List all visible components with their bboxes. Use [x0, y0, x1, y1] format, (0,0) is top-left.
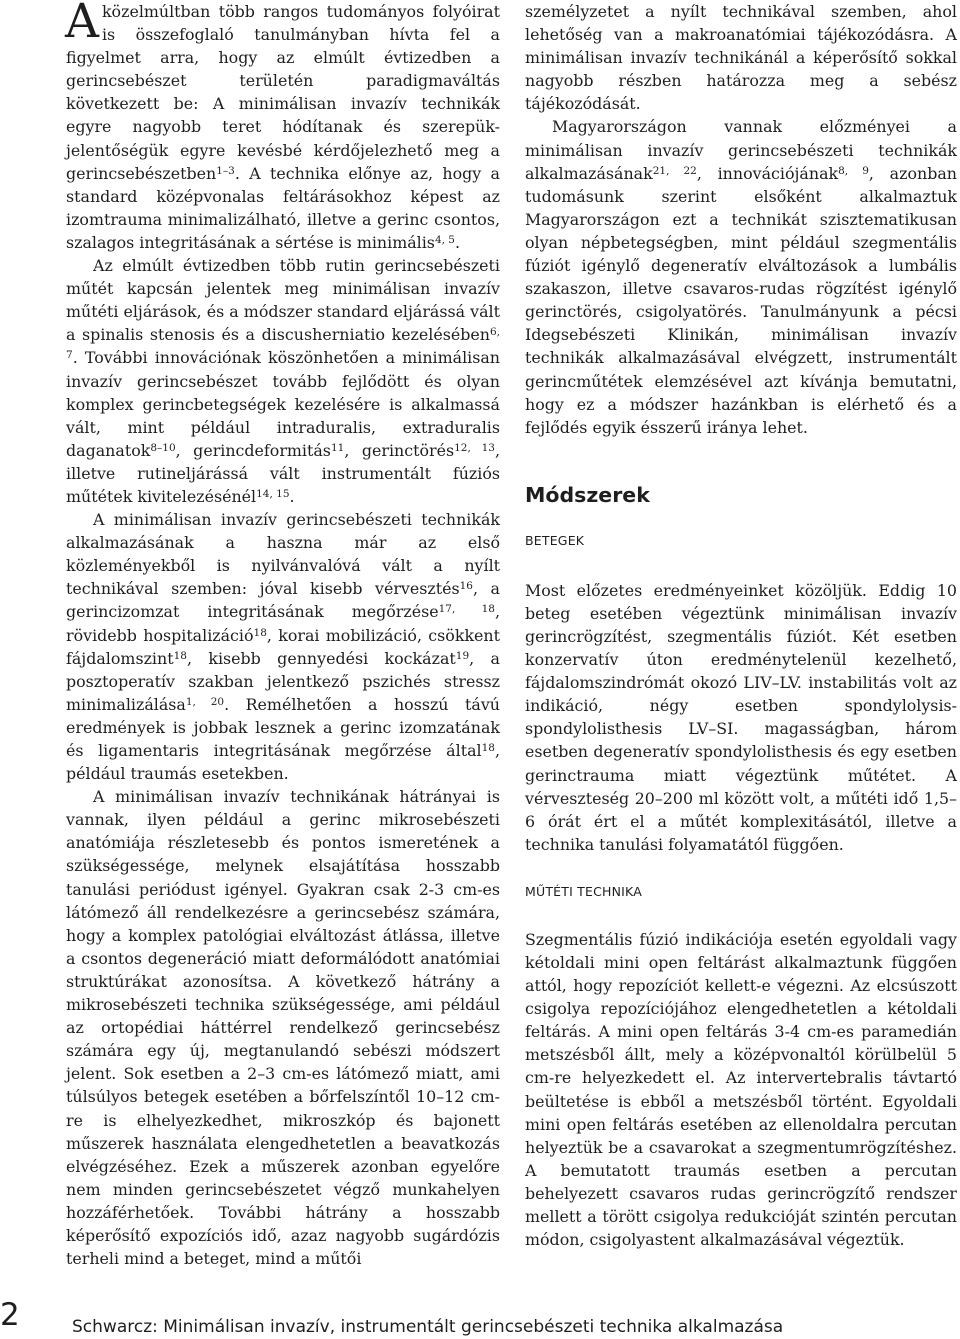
subheading-surgical-technique: MŰTÉTI TECHNIKA [525, 883, 642, 899]
left-column [66, 0, 500, 1270]
continued-paragraph: személyzetet a nyílt technikával szemben, ahol lehetőség van a makroanatómiai tájékozódásra. A minimálisan invazív technikánál a képerősítő sokkal nagyobb részben határozza meg a sebész tájékozódását. [525, 2, 957, 114]
citation-ref: 17, 18 [438, 603, 495, 616]
body-paragraph: Az elmúlt évtizedben több rutin gerincsebészeti műtét kapcsán jelentek meg minimálisan invazív műtéti eljárások, és a módszer standard eljárássá vált a spinalis stenosis és a discusherniatio kezelésében$^{6, 7}$. További innovációnak köszönhetően a minimálisan invazív gerincsebészet tovább fejlődött és olyan komplex gerincbetegségek kezelésére is alkalmassá vált, mint például intraduralis, extraduralis daganatok$^{8-10}$, gerincdeformitás$^{11}$, gerinctörés$^{12, 13}$, illetve rutineljárássá vált instrumentált fúziós műtétek kivitelezésénél$^{14, 15}$. [66, 256, 501, 506]
body-paragraph: Most előzetes eredményeinket közöljük. Eddig 10 beteg esetében végeztünk minimálisan invazív gerincrögzítést, szegmentális fúziót. Két esetben konzervatív úton eredménytelenül kezelhető, fájdalomszindrómát okozó LIV–LV. instabilitás volt az indikáció, négy esetben spondylolysis-spondylolisthesis LV–SI. magasságban, három esetben degeneratív spondylolisthesis és egy esetben gerinctrauma miatt végeztünk műtétet. A vérveszteség 20–200 ml között volt, a műtéti idő 1,5–6 órát ért el a műtét komplexitásától, illetve a technika tanulási folyamatától függően. [525, 580, 957, 854]
intro-paragraph: Aközelmúltban több rangos tudományos folyóirat is összefoglaló tanulmányban hívta fel a figyelmet arra, hogy az elmúlt évtizedben a gerincsebészet területén paradigmaváltás következett be: A minimálisan invazív technikák egyre nagyobb teret hódítanak és szerepük-jelentőségük egyre kevésbé kérdőjelezhető meg a gerincsebészetben$^{1-3}$. A technika előnye az, hogy a standard középvonalas feltárásokhoz képest az izomtrauma minimalizálható, illetve a gerinc csontos, szalagos integritásának a sértése is minimális$^{4, 5}$. [65, 0, 500, 252]
citation-ref: 6, 7 [66, 326, 500, 362]
citation-ref: 11 [330, 441, 345, 454]
body-paragraph: Szegmentális fúzió indikációja esetén egyoldali vagy kétoldali mini open feltárást alkalmaztunk függően attól, hogy repozíciót kellett-e végezni. Az elcsúszott csigolya repozíciójához elengedhetetlen a kétoldali feltárás. A mini open feltárás 3-4 cm-es paramedián metszésből állt, mely a középvonaltól körülbelül 5 cm-re helyezkedett el. Az intervertebralis távtartó beültetése is ebből a metszésből történt. Egyoldali mini open feltárás esetében az ellenoldalra percutan helyeztük be a csavarokat a szegmentumrögzítéshez. A bemutatott traumás esetben a percutan behelyezett csavaros rudas gerincrögzítő rendszer mellett a törött csigolya redukcióját szintén percutan módon, csigolyastent alkalmazásával végeztük. [525, 929, 957, 1250]
citation-ref: 19 [455, 649, 470, 662]
citation-ref: 1, 20 [185, 695, 225, 708]
citation-ref: 14, 15 [256, 487, 290, 500]
section-heading-methods: Módszerek [525, 482, 650, 507]
citation-ref: 18 [173, 649, 187, 662]
body-paragraph: A minimálisan invazív gerincsebészeti technikák alkalmazásának a haszna már az első közleményekből is nyilvánvalóvá vált a nyílt technikával szemben: jóval kisebb vérvesztés$^{16}$, a gerincizomzat integritásának megőrzése$^{17, 18}$, rövidebb hospitalizáció$^{18}$, korai mobilizáció, csökkent fájdalomszint$^{18}$, kisebb gennyedési kockázat$^{19}$, a posztoperatív szakban jelentkező pszichés stressz minimalizálása$^{1, 20}$. Remélhetően a hosszú távú eredmények is jobbak lesznek a gerinc izomzatának és ligamentaris integritásának megőrzése által$^{18}$, például traumás esetekben. [66, 510, 500, 784]
citation-ref: 18 [481, 742, 495, 754]
body-paragraph: A minimálisan invazív technikának hátrányai is vannak, ilyen például a gerinc mikrosebészeti anatómiája részletesebb és pontos ismeretének a szükségessége, melynek elsajátítása hosszabb tanulási periódust igényel. Gyakran csak 2-3 cm-es látómező áll rendelkezésre a gerincsebész számára, hogy a komplex patológiai elváltozást átlássa, illetve a csontos degeneráció miatt deformálódott anatómiai struktúrákat azonosítsa. A következő hátrány a mikrosebészeti technika szükségessége, ami például az ortopédiai háttérrel rendelkező gerincsebész számára egy új, megtanulandó sebészi módszert jelent. Sok esetben a 2–3 cm-es látómező miatt, ami túlsúlyos betegek esetében a bőrfelszíntől 10–12 cm-re is elhelyezkedhet, mikroszkóp és bajonett műszerek használata elengedhetetlen a beavatkozás elvégzéséhez. Ezek a műszerek azonban egyelőre nem minden gerincsebészetet végző munkahelyen hozzáférhetőek. További hátrány a hosszabb képerősítő expozíciós idő, azaz nagyobb sugárdózis terheli mind a beteget, mind a műtői [66, 787, 500, 1269]
citation-ref: 1–3 [216, 164, 235, 177]
citation-ref: 21, 22 [652, 164, 697, 177]
citation-ref: 8–10 [150, 441, 176, 454]
running-title: Schwarcz: Minimálisan invazív, instrumentált gerincsebészeti technika alkalmazása [72, 1317, 784, 1337]
subheading-patients: BETEGEK [525, 532, 585, 548]
citation-ref: 12, 13 [454, 441, 495, 454]
right-column [525, 0, 957, 1251]
page-number: 2 [0, 1297, 20, 1333]
citation-ref: 18 [253, 626, 267, 639]
drop-cap: A [65, 0, 99, 49]
citation-ref: 4, 5 [434, 233, 455, 246]
body-paragraph: Magyarországon vannak előzményei a minimálisan invazív gerincsebészeti technikák alkalmazásának$^{21, 22}$, innovációjának$^{8, 9}$, azonban tudomásunk szerint elsőként alkalmaztuk Magyarországon ezt a technikát szisztematikusan olyan népbetegségben, mint például szegmentális fúziót igénylő degeneratív elváltozások a lumbális szakaszon, illetve csavaros-rudas rögzítést igénylő gerinctörés, csigolyatörés. Tanulmányunk a pécsi Idegsebészeti Klinikán, minimálisan invazív technikák alkalmazásával elvégzett, instrumentált gerincműtétek elemzésével azt kívánja bemutatni, hogy ez a módszer hazánkban is elérhető és a fejlődés egyik ésszerű iránya lehet. [525, 117, 957, 437]
citation-ref: 16 [459, 580, 473, 593]
citation-ref: 8, 9 [838, 164, 869, 177]
